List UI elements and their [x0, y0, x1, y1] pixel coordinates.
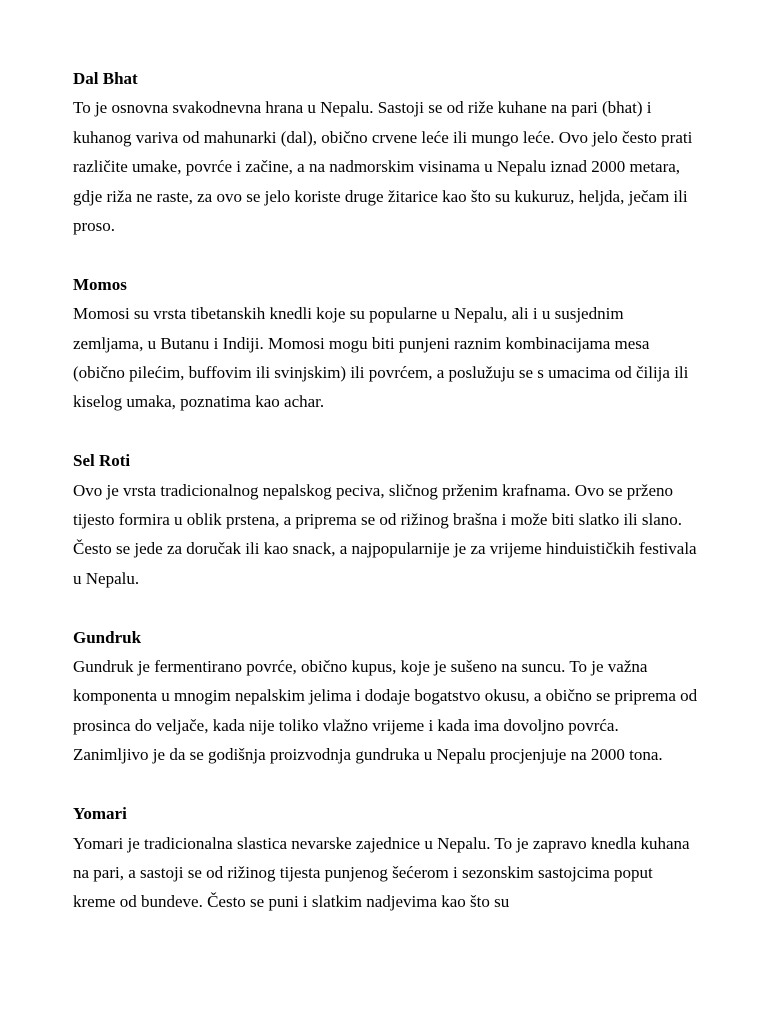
section-sel-roti	[73, 446, 698, 593]
section-text: Gundruk je fermentirano povrće, obično kupus, koje je sušeno na suncu. To je važna komponenta u mnogim nepalskim jelima i dodaje bogatstvo okusu, a obično se priprema od prosinca do veljače, kada nije toliko vlažno vrijeme i kada ima dovoljno povrća. Zanimljivo je da se godišnja proizvodnja gundruka u Nepalu procjenjuje na 2000 tona.	[73, 657, 698, 765]
section-text: Momosi su vrsta tibetanskih knedli koje su popularne u Nepalu, ali i u susjednim zemljama, u Butanu i Indiji. Momosi mogu biti punjeni raznim kombinacijama mesa (obično pilećim, buffovim ili svinjskim) ili povrćem, a poslužuju se s umacima od čilija ili kiselog umaka, poznatima kao achar.	[73, 304, 689, 412]
section-title: Dal Bhat	[73, 69, 138, 88]
section-title: Yomari	[73, 804, 127, 824]
document-page	[73, 64, 698, 946]
section-text: To je osnovna svakodnevna hrana u Nepalu. Sastoji se od riže kuhane na pari (bhat) i kuhanog variva od mahunarki (dal), obično crvene leće ili mungo leće. Ovo jelo često prati različite umake, povrće i začine, a na nadmorskim visinama u Nepalu iznad 2000 metara, gdje riža ne raste, za ovo se jelo koriste druge žitarice kao što su kukuruz, heljda, ječam ili proso.	[73, 98, 693, 236]
section-text: Yomari je tradicionalna slastica nevarske zajednice u Nepalu. To je zapravo knedla kuhana na pari, a sastoji se od rižinog tijesta punjenog šećerom i sezonskim sastojcima poput kreme od bundeve. Često se puni i slatkim nadjevima kao što su	[73, 833, 690, 912]
section-title: Gundruk	[73, 627, 142, 647]
section-momos	[73, 270, 698, 417]
section-gundruk	[73, 623, 698, 770]
section-title: Momos	[73, 274, 127, 294]
section-title: Sel Roti	[73, 451, 131, 471]
section-dal-bhat	[73, 64, 698, 240]
section-text: Ovo je vrsta tradicionalnog nepalskog peciva, sličnog prženim krafnama. Ovo se prženo tijesto formira u oblik prstena, a priprema se od rižinog brašna i može biti slatko ili slano. Često se jede za doručak ili kao snack, a najpopularnije je za vrijeme hinduističkih festivala u Nepalu.	[73, 480, 697, 588]
section-yomari	[73, 799, 698, 917]
